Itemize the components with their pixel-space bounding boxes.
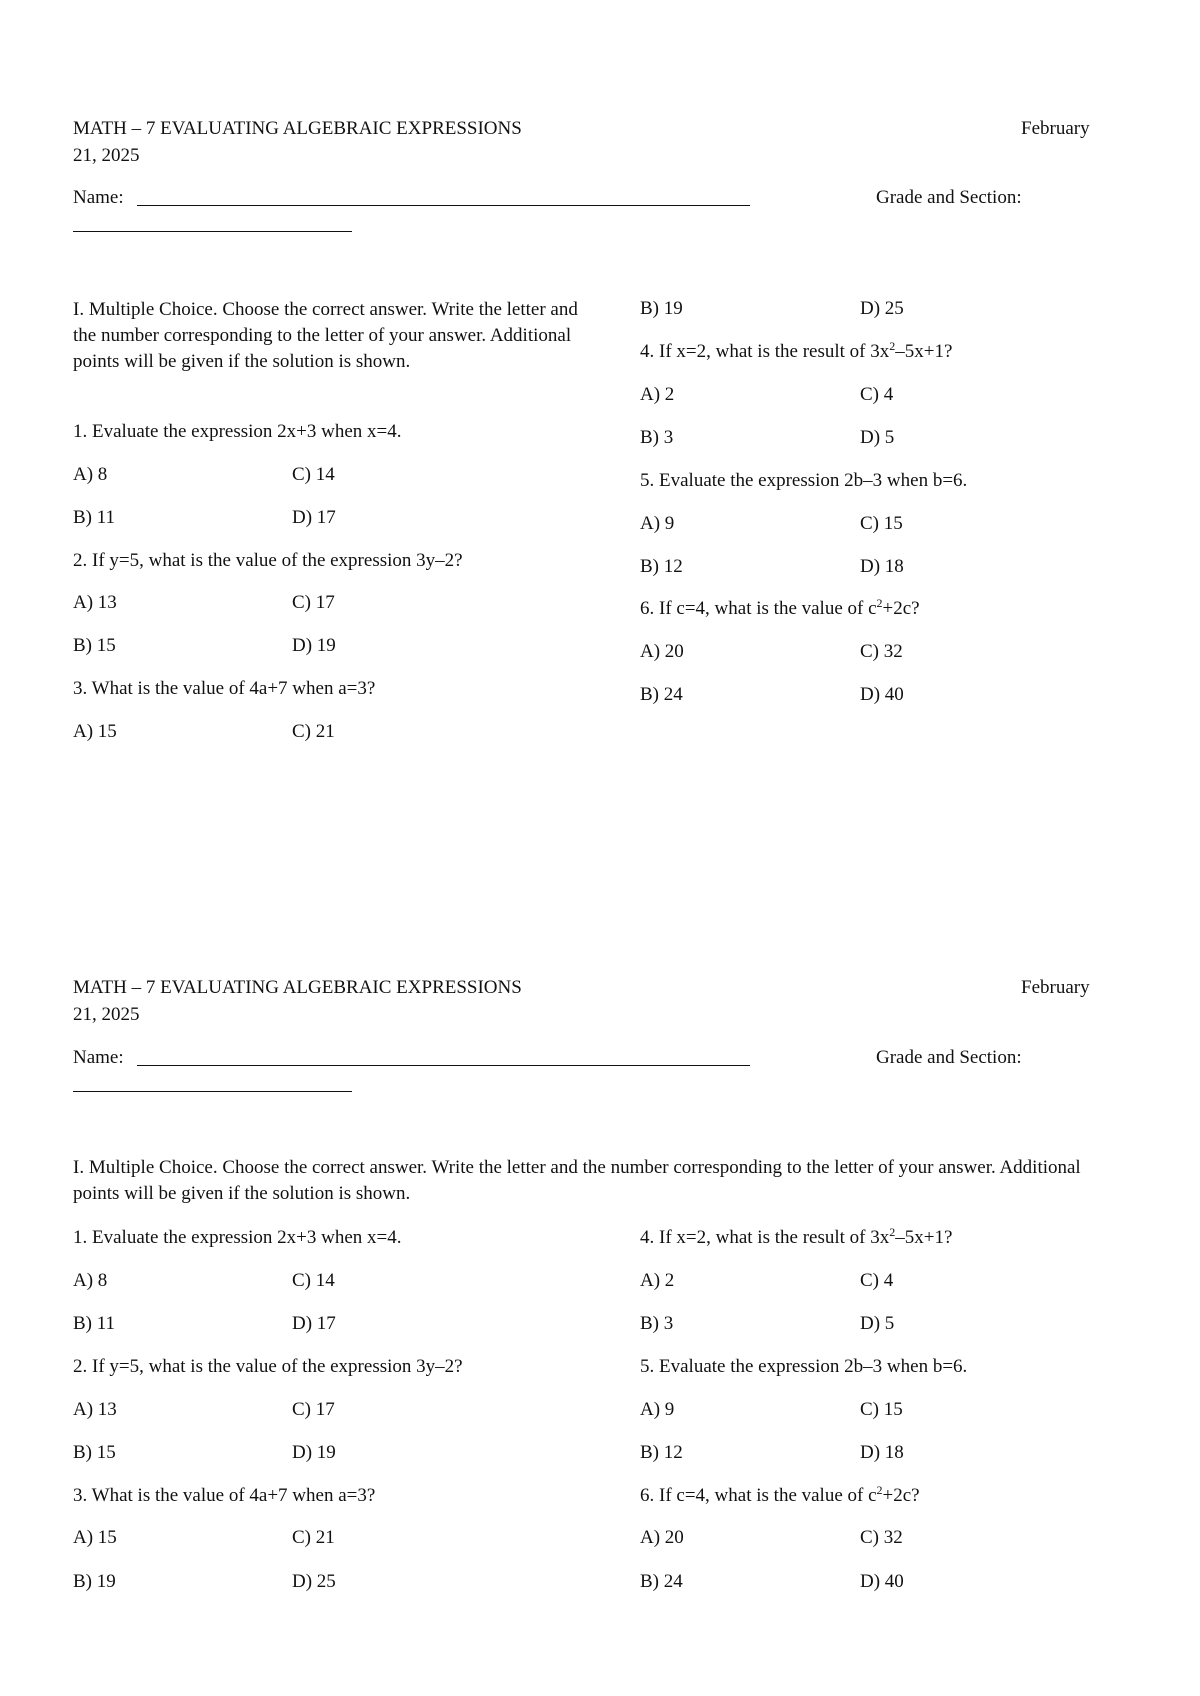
option-c: C) 14 [292,464,335,485]
question-5: 5. Evaluate the expression 2b–3 when b=6. [640,1356,968,1377]
worksheet-title: MATH – 7 EVALUATING ALGEBRAIC EXPRESSIONS [73,977,522,998]
option-c: C) 14 [292,1270,335,1291]
option-b: B) 19 [73,1571,116,1592]
date-day-year: 21, 2025 [73,1004,140,1025]
option-a: A) 2 [640,1270,675,1291]
option-b: B) 24 [640,1571,683,1592]
option-d: D) 18 [860,556,904,577]
option-c: C) 15 [860,513,903,534]
option-a: A) 15 [73,721,117,742]
option-c: C) 32 [860,641,903,662]
question-2: 2. If y=5, what is the value of the expression 3y–2? [73,1356,463,1377]
option-d: D) 25 [292,1571,336,1592]
option-d: D) 17 [292,1313,336,1334]
instructions: I. Multiple Choice. Choose the correct answer. Write the letter and the number corresponding to the letter of your answer. Additional points will be given if the solution is shown. [73,1157,1081,1204]
question-2: 2. If y=5, what is the value of the expression 3y–2? [73,550,463,571]
option-a: A) 20 [640,1527,684,1548]
grade-section-line[interactable] [73,231,352,232]
option-b: B) 12 [640,1442,683,1463]
option-a: A) 13 [73,1399,117,1420]
name-line[interactable] [137,205,750,206]
option-c: C) 4 [860,384,894,405]
date-day-year: 21, 2025 [73,145,140,166]
worksheet-title: MATH – 7 EVALUATING ALGEBRAIC EXPRESSIONS [73,118,522,139]
option-d: D) 40 [860,1571,904,1592]
option-c: C) 17 [292,592,335,613]
option-b: B) 15 [73,635,116,656]
grade-section-label: Grade and Section: [876,187,1022,208]
question-6: 6. If c=4, what is the value of $c^2+2c$? [640,596,920,619]
option-c: C) 21 [292,721,335,742]
option-a: A) 9 [640,513,675,534]
option-d: D) 40 [860,684,904,705]
option-b: B) 11 [73,507,116,528]
option-c: C) 17 [292,1399,335,1420]
option-d: D) 18 [860,1442,904,1463]
option-c: C) 15 [860,1399,903,1420]
option-d: D) 25 [860,298,904,319]
name-label: Name: [73,1047,124,1068]
option-a: A) 2 [640,384,675,405]
question-5: 5. Evaluate the expression 2b–3 when b=6. [640,470,968,491]
option-a: A) 15 [73,1527,117,1548]
option-d: D) 17 [292,507,336,528]
date-month: February [1021,118,1090,139]
question-3: 3. What is the value of 4a+7 when a=3? [73,678,376,699]
option-b: B) 24 [640,684,683,705]
question-4: 4. If x=2, what is the result of $3x^2-5x+1$? [640,1225,953,1248]
option-d: D) 5 [860,1313,895,1334]
option-d: D) 19 [292,635,336,656]
option-b: B) 3 [640,427,674,448]
grade-section-label: Grade and Section: [876,1047,1022,1068]
option-a: A) 8 [73,1270,108,1291]
question-1: 1. Evaluate the expression 2x+3 when x=4. [73,1227,402,1248]
question-6: 6. If c=4, what is the value of $c^2+2c$? [640,1483,920,1506]
option-c: C) 32 [860,1527,903,1548]
question-1: 1. Evaluate the expression 2x+3 when x=4. [73,421,402,442]
name-label: Name: [73,187,124,208]
option-a: A) 20 [640,641,684,662]
option-b: B) 3 [640,1313,674,1334]
grade-section-line[interactable] [73,1091,352,1092]
question-4: 4. If x=2, what is the result of $3x^2-5x+1$? [640,339,953,362]
option-b: B) 12 [640,556,683,577]
option-b: B) 11 [73,1313,116,1334]
option-a: A) 13 [73,592,117,613]
instructions: I. Multiple Choice. Choose the correct answer. Write the letter and the number corresponding to the letter of your answer. Additional points will be given if the solution is shown. [73,299,578,372]
option-d: D) 5 [860,427,895,448]
name-line[interactable] [137,1065,750,1066]
option-c: C) 4 [860,1270,894,1291]
option-c: C) 21 [292,1527,335,1548]
option-b: B) 19 [640,298,683,319]
option-b: B) 15 [73,1442,116,1463]
option-d: D) 19 [292,1442,336,1463]
question-3: 3. What is the value of 4a+7 when a=3? [73,1485,376,1506]
option-a: A) 8 [73,464,108,485]
option-a: A) 9 [640,1399,675,1420]
date-month: February [1021,977,1090,998]
